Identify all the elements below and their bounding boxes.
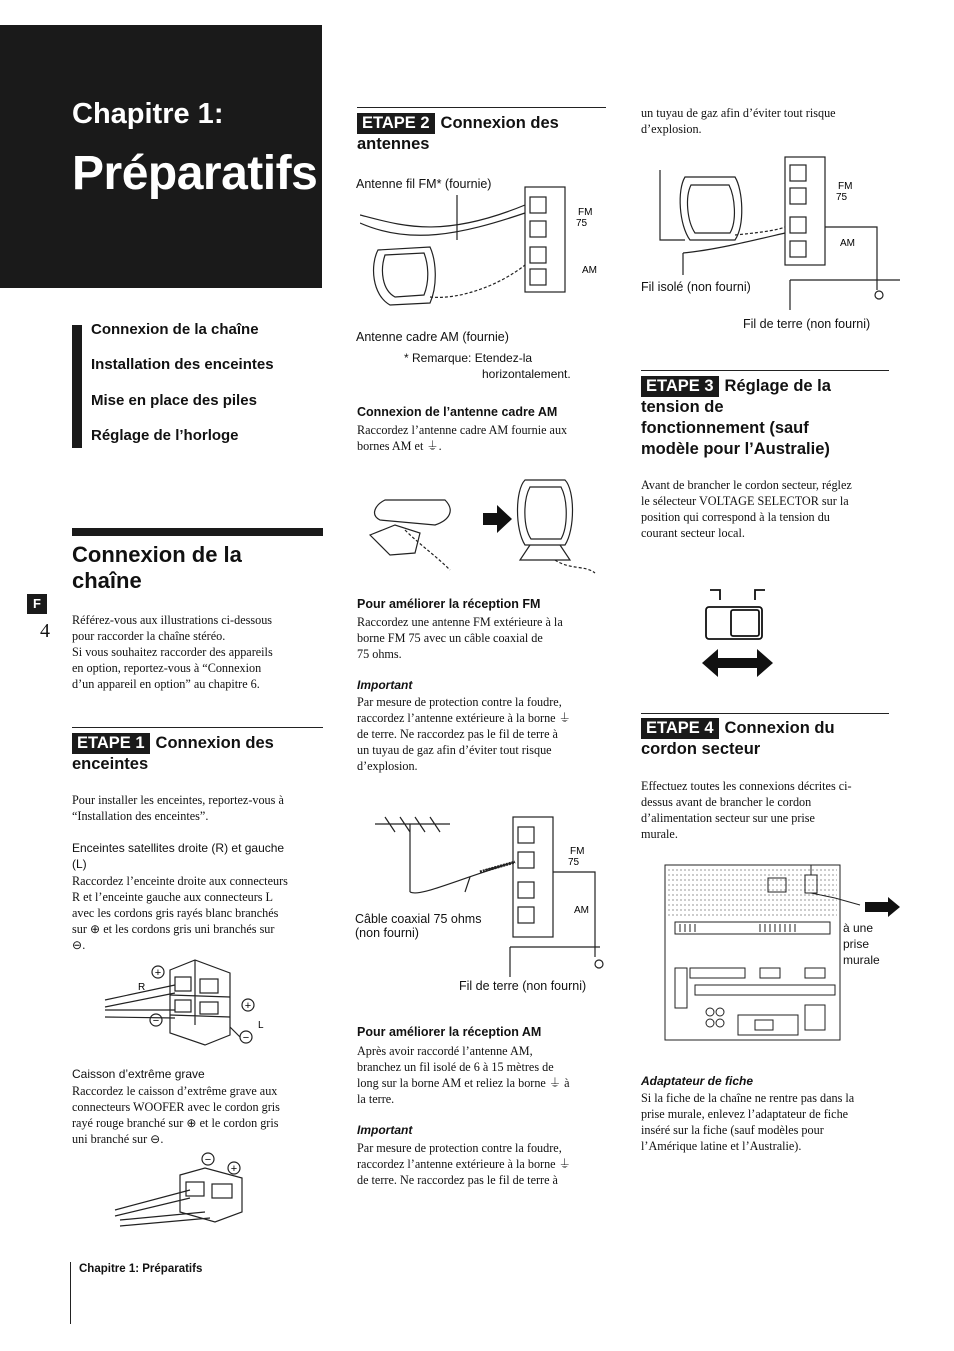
fm-improve-title: Pour améliorer la réception FM xyxy=(357,597,541,611)
wall-outlet-label: à une prise murale xyxy=(843,921,880,967)
step4-text: Effectuez toutes les connexions décrites ci- dessus avant de brancher le cordon d’alimentation secteur sur une prise murale. xyxy=(641,779,852,841)
fm-terminal-label: FM xyxy=(838,181,853,192)
toc-item[interactable]: Installation des enceintes xyxy=(91,356,274,373)
step1-intro: Pour installer les enceintes, reportez-vous à “Installation des enceintes”. xyxy=(72,793,284,823)
step3-heading: ETAPE 3 Réglage de la tension de fonctionnement (sauf modèle pour l’Australie) xyxy=(641,377,831,458)
am-terminal-label: AM xyxy=(574,905,589,916)
am-connection-text: Raccordez l’antenne cadre AM fournie aux bornes AM et ⏚. xyxy=(357,423,568,453)
step1-woofer-title: Caisson d’extrême grave xyxy=(72,1067,205,1081)
toc-bar xyxy=(72,325,82,448)
coax-label: Câble coaxial 75 ohms (non fourni) xyxy=(355,912,482,940)
footer-text: Chapitre 1: Préparatifs xyxy=(79,1263,203,1275)
section-rule xyxy=(72,528,323,536)
chapter-label: Chapitre 1: xyxy=(72,98,224,130)
step2-heading: ETAPE 2 Connexion des antennes xyxy=(357,114,559,153)
ground-wire-label: Fil de terre (non fourni) xyxy=(743,317,871,331)
am-loop-label: Antenne cadre AM (fournie) xyxy=(356,330,509,344)
fm-improve-text: Raccordez une antenne FM extérieure à la borne FM 75 avec un câble coaxial de 75 ohms. xyxy=(357,615,563,661)
double-arrow-icon xyxy=(702,649,773,677)
important-label: Important xyxy=(357,1123,413,1137)
am-improve-text: Après avoir raccordé l’antenne AM, branchez un fil isolé de 6 à 15 mètres de long sur la borne AM et reliez la borne ⏚ à la terre. xyxy=(357,1044,570,1106)
note-line1: * Remarque: Etendez-la xyxy=(404,351,533,365)
minus-sign-label: − xyxy=(204,1154,212,1166)
step2-rule xyxy=(357,107,606,108)
footer-rule xyxy=(70,1262,71,1324)
section-title: Connexion de la chaîne xyxy=(72,542,242,593)
fm-terminal-label: FM xyxy=(570,846,585,857)
step4-heading: ETAPE 4 Connexion du cordon secteur xyxy=(641,719,835,758)
step1-satellites-title: Enceintes satellites droite (R) et gauche (L) xyxy=(72,841,285,871)
page-number: 4 xyxy=(40,620,50,642)
fm75-terminal-label: 75 xyxy=(568,857,580,868)
step1-heading: ETAPE 1 Connexion des enceintes xyxy=(72,734,274,773)
chapter-title: Préparatifs xyxy=(72,147,318,200)
left-label: L xyxy=(258,1020,264,1031)
step3-badge: ETAPE 3 xyxy=(641,376,719,397)
loop-antenna-assembly-figure xyxy=(365,475,605,580)
toc-item[interactable]: Connexion de la chaîne xyxy=(91,321,259,338)
step1-satellites-text: Raccordez l’enceinte droite aux connecteurs R et l’enceinte gauche aux connecteurs L avec les cordons gris rayés blanc branchés sur ⊕ et les cordons gris uni branchés sur ⊖. xyxy=(72,874,288,952)
am-improve-title: Pour améliorer la réception AM xyxy=(357,1025,542,1039)
fm75-terminal-label: 75 xyxy=(576,218,588,229)
arrow-right-icon xyxy=(483,505,512,533)
arrow-right-icon xyxy=(865,897,900,917)
important-label: Important xyxy=(357,678,413,692)
plus-sign-label: + xyxy=(154,967,162,979)
step1-badge: ETAPE 1 xyxy=(72,733,150,754)
important-text: Par mesure de protection contre la foudre, raccordez l’antenne extérieure à la borne ⏚ de terre. Ne raccordez pas le fil de terre à xyxy=(357,1141,571,1187)
step2-badge: ETAPE 2 xyxy=(357,113,435,134)
step1-woofer-text: Raccordez le caisson d’extrême grave aux connecteurs WOOFER avec le cordon gris rayé rouge branché sur ⊕ et le cordon gris uni branché sur ⊖. xyxy=(72,1084,280,1146)
minus-sign-label: − xyxy=(242,1032,250,1044)
am-connection-title: Connexion de l’antenne cadre AM xyxy=(357,405,558,419)
step1-rule xyxy=(72,727,323,728)
language-tab: F xyxy=(27,594,47,614)
minus-sign-label: − xyxy=(152,1015,160,1027)
fm75-terminal-label: 75 xyxy=(836,192,848,203)
fm-wire-label: Antenne fil FM* (fournie) xyxy=(356,177,492,191)
step4-badge: ETAPE 4 xyxy=(641,718,719,739)
insulated-wire-label: Fil isolé (non fourni) xyxy=(641,280,751,294)
voltage-selector-figure[interactable] xyxy=(700,585,775,680)
plus-sign-label: + xyxy=(244,1000,252,1012)
step3-text: Avant de brancher le cordon secteur, réglez le sélecteur VOLTAGE SELECTOR sur la position qui correspond à la tension du courant secteur local. xyxy=(641,478,852,540)
outdoor-antenna-figure xyxy=(370,812,630,977)
am-terminal-label: AM xyxy=(582,265,597,276)
continued-text: un tuyau de gaz afin d’éviter tout risque d’explosion. xyxy=(641,106,836,136)
note-line2: horizontalement. xyxy=(482,367,571,381)
adapter-title: Adaptateur de fiche xyxy=(641,1074,754,1088)
section-intro: Référez-vous aux illustrations ci-dessous pour raccorder la chaîne stéréo. Si vous souhaitez raccorder des appareils en option, reportez-vous à “Connexion d’un appareil en option” au chapitre 6. xyxy=(72,613,273,691)
right-label: R xyxy=(138,982,146,993)
step4-rule xyxy=(641,713,889,714)
antenna-connection-figure xyxy=(360,185,610,320)
toc-item[interactable]: Mise en place des piles xyxy=(91,392,257,409)
ground-wire-label: Fil de terre (non fourni) xyxy=(459,979,587,993)
important-text: Par mesure de protection contre la foudre, raccordez l’antenne extérieure à la borne ⏚ de terre. Ne raccordez pas le fil de terre à un tuyau de gaz afin d’éviter tout risque d’explosion. xyxy=(357,695,571,773)
toc-item[interactable]: Réglage de l’horloge xyxy=(91,427,239,444)
step3-rule xyxy=(641,370,889,371)
fm-terminal-label: FM xyxy=(578,207,593,218)
speaker-terminal-figure xyxy=(100,955,280,1055)
am-terminal-label: AM xyxy=(840,238,855,249)
adapter-text: Si la fiche de la chaîne ne rentre pas dans la prise murale, enlevez l’adaptateur de fiche inséré sur la fiche (sauf modèles pour l’Amérique latine et l’Australie). xyxy=(641,1091,855,1153)
woofer-terminal-figure xyxy=(110,1150,260,1230)
plus-sign-label: + xyxy=(230,1163,238,1175)
